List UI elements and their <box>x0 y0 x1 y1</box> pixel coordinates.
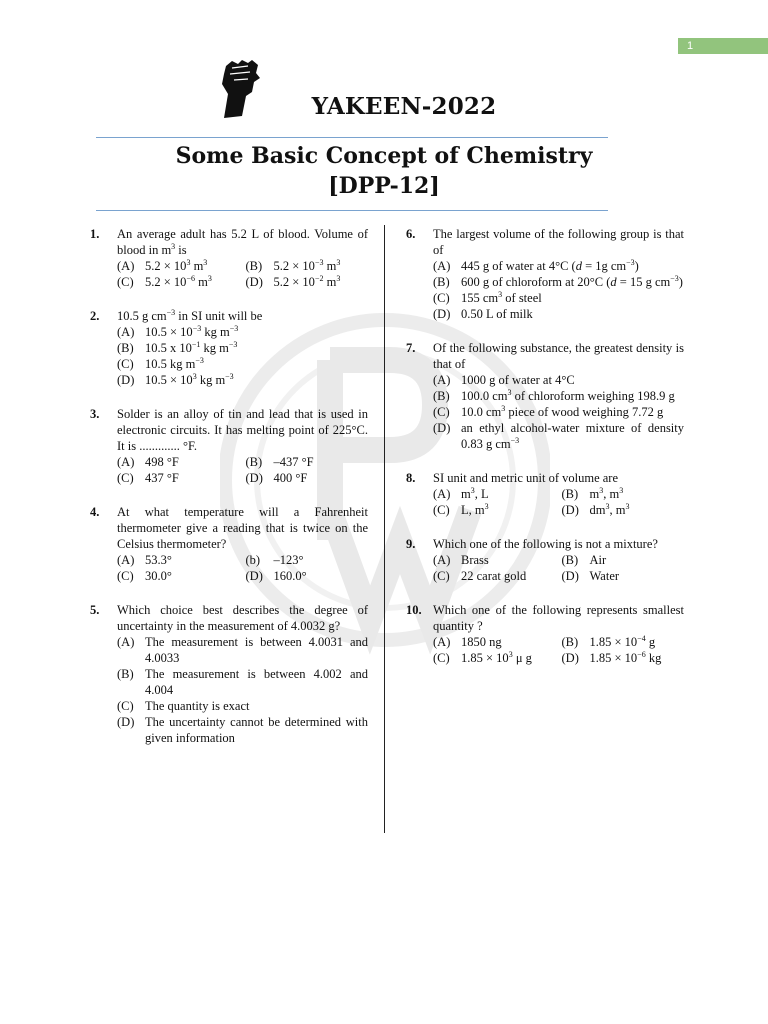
option-a <box>117 258 240 274</box>
option-text: $10.5 \times 10^{-3}$ kg $m^{-3}$ <box>145 324 239 339</box>
question-10 <box>406 602 684 666</box>
option-text: 53.3° <box>145 553 172 567</box>
option-text: 155 $cm^3$ of steel <box>461 290 542 305</box>
option-d <box>562 502 685 518</box>
question-number: 2. <box>90 309 100 323</box>
option-label: (D) <box>561 651 579 665</box>
option-label: (A) <box>117 635 135 649</box>
option-text: $5.2 \times 10^{-2}$ $m^3$ <box>273 274 341 289</box>
question-number: 5. <box>90 603 100 617</box>
option-b <box>117 666 368 698</box>
option-text: $m^3$, L <box>461 486 489 501</box>
option-text: –123° <box>273 553 304 567</box>
question-text: At what temperature will a Fahrenheit thermometer give a reading that is twice on the Celsius thermometer? <box>117 505 368 551</box>
question-3 <box>90 406 368 486</box>
option-d <box>117 714 368 746</box>
options <box>117 324 368 388</box>
question-text: The largest volume of the following group is that of <box>433 227 684 257</box>
title-line-2: [DPP-12] <box>328 173 440 199</box>
option-b <box>246 454 369 470</box>
brand-title: YAKEEN-2022 <box>311 93 497 120</box>
option-a <box>433 552 556 568</box>
option-b <box>562 552 685 568</box>
option-label: (A) <box>433 487 451 501</box>
option-label: (B) <box>117 667 134 681</box>
option-d <box>246 470 369 486</box>
question-1 <box>90 226 368 290</box>
option-label: (B) <box>561 487 579 501</box>
option-label: (C) <box>117 357 134 371</box>
option-label: (A) <box>433 553 451 567</box>
option-text: The measurement is between 4.002 and 4.004 <box>145 667 368 697</box>
option-a <box>433 258 684 274</box>
option-label: (B) <box>433 389 450 403</box>
option-d <box>246 274 369 290</box>
question-7 <box>406 340 684 452</box>
option-c <box>117 568 240 584</box>
option-a <box>433 486 556 502</box>
option-label: (D) <box>245 471 263 485</box>
options <box>433 634 684 666</box>
options <box>433 258 684 322</box>
option-c <box>433 650 556 666</box>
option-text: –437 °F <box>273 455 314 469</box>
question-text: Solder is an alloy of tin and lead that is used in electronic circuits. It has melting point of 225°C. It is ............. °F. <box>117 407 368 453</box>
option-label: (C) <box>117 569 134 583</box>
option-text: an ethyl alcohol-water mixture of density 0.83 g $cm^{-3}$ <box>461 421 684 451</box>
option-d <box>433 420 684 452</box>
title-line-1: Some Basic Concept of Chemistry <box>175 143 593 169</box>
question-number: 4. <box>90 505 100 519</box>
option-b <box>433 274 684 290</box>
option-d <box>562 568 685 584</box>
option-text: Water <box>589 569 620 583</box>
option-label: (B) <box>433 275 450 289</box>
option-label: (B) <box>117 341 134 355</box>
option-a <box>117 634 368 666</box>
option-label: (A) <box>117 259 135 273</box>
option-label: (A) <box>117 455 135 469</box>
option-label: (B) <box>561 635 579 649</box>
option-d <box>562 650 685 666</box>
options <box>117 454 368 486</box>
option-text: 100.0 $cm^3$ of chloroform weighing 198.9 g <box>461 388 675 403</box>
question-text: An average adult has 5.2 L of blood. Volume of blood in $m^3$ is <box>117 227 368 257</box>
option-text: 10.0 $cm^3$ piece of wood weighing 7.72 g <box>461 404 664 419</box>
option-text: $1.85 \times 10^{-4}$ g <box>589 634 656 649</box>
question-number: 1. <box>90 227 100 241</box>
question-2 <box>90 308 368 388</box>
option-c <box>117 356 368 372</box>
option-d <box>433 306 684 322</box>
question-text: SI unit and metric unit of volume are <box>433 471 619 485</box>
column-divider <box>384 225 385 833</box>
options <box>433 552 684 584</box>
option-text: The uncertainty cannot be determined with given information <box>145 715 368 745</box>
option-text: 10.5 kg $m^{-3}$ <box>145 356 204 371</box>
option-c <box>433 290 684 306</box>
question-number: 6. <box>406 227 416 241</box>
option-label: (C) <box>433 291 450 305</box>
question-9 <box>406 536 684 584</box>
option-label: (A) <box>117 553 135 567</box>
option-c <box>117 698 368 714</box>
option-label: (B) <box>245 259 263 273</box>
page-number-tab <box>678 38 768 54</box>
option-a <box>433 372 684 388</box>
option-text: 437 °F <box>145 471 179 485</box>
option-b <box>562 486 685 502</box>
option-label: (A) <box>433 373 451 387</box>
option-label: (D) <box>245 569 263 583</box>
option-text: $dm^3$, $m^3$ <box>589 502 630 517</box>
option-label: (C) <box>117 699 134 713</box>
option-text: $m^3$, $m^3$ <box>589 486 624 501</box>
question-number: 3. <box>90 407 100 421</box>
option-text: 22 carat gold <box>461 569 527 583</box>
options <box>433 486 684 518</box>
question-5 <box>90 602 368 746</box>
option-text: The measurement is between 4.0031 and 4.0033 <box>145 635 368 665</box>
option-text: $5.2 \times 10^3$ $m^3$ <box>145 258 208 273</box>
options <box>117 634 368 746</box>
option-label: (D) <box>245 275 263 289</box>
option-label: (D) <box>433 307 451 321</box>
question-text: 10.5 g $cm^{-3}$ in SI unit will be <box>117 308 263 323</box>
page-number: 1 <box>687 40 694 52</box>
option-label: (C) <box>433 405 450 419</box>
header-rule-top <box>96 137 608 138</box>
option-label: (A) <box>433 259 451 273</box>
option-text: Brass <box>461 553 489 567</box>
options <box>433 372 684 452</box>
option-text: $5.2 \times 10^{-3}$ $m^3$ <box>273 258 341 273</box>
option-label: (A) <box>433 635 451 649</box>
question-text: Which one of the following is not a mixture? <box>433 537 658 551</box>
option-a <box>117 552 240 568</box>
option-label: (D) <box>117 373 135 387</box>
option-a <box>433 634 556 650</box>
option-b <box>433 388 684 404</box>
option-label: (A) <box>117 325 135 339</box>
option-d <box>117 372 368 388</box>
option-d <box>246 568 369 584</box>
right-column <box>406 226 684 684</box>
question-text: Of the following substance, the greatest density is that of <box>433 341 684 371</box>
option-text: L, $m^3$ <box>461 502 489 517</box>
option-b <box>246 258 369 274</box>
option-c <box>117 274 240 290</box>
question-number: 9. <box>406 537 416 551</box>
option-c <box>433 404 684 420</box>
options <box>117 552 368 584</box>
option-label: (C) <box>433 651 450 665</box>
option-label: (D) <box>561 569 579 583</box>
question-number: 8. <box>406 471 416 485</box>
question-4 <box>90 504 368 584</box>
option-b <box>117 340 368 356</box>
header-rule-bottom <box>96 210 608 211</box>
question-number: 10. <box>406 603 422 617</box>
option-label: (D) <box>561 503 579 517</box>
question-8 <box>406 470 684 518</box>
options <box>117 258 368 290</box>
option-label: (D) <box>433 421 451 435</box>
option-text: 498 °F <box>145 455 179 469</box>
option-a <box>117 454 240 470</box>
option-text: 600 g of chloroform at 20°C (d = 15 g $cm^{-3}$) <box>461 274 683 289</box>
option-text: $5.2 \times 10^{-6}$ $m^3$ <box>145 274 212 289</box>
option-text: 0.50 L of milk <box>461 307 533 321</box>
option-label: (B) <box>561 553 579 567</box>
option-label: (C) <box>117 471 134 485</box>
option-label: (B) <box>245 455 263 469</box>
option-label: (C) <box>433 503 450 517</box>
question-number: 7. <box>406 341 416 355</box>
option-text: $10.5 \times 10^3$ kg $m^{-3}$ <box>145 372 234 387</box>
option-a <box>117 324 368 340</box>
option-text: $1.85 \times 10^{-6}$ kg <box>589 650 662 665</box>
option-text: 445 g of water at 4°C (d = 1g $cm^{-3}$) <box>461 258 639 273</box>
option-b <box>562 634 685 650</box>
option-text: 1000 g of water at 4°C <box>461 373 575 387</box>
option-label: (D) <box>117 715 135 729</box>
option-text: 1850 ng <box>461 635 502 649</box>
option-text: 160.0° <box>273 569 307 583</box>
option-c <box>433 502 556 518</box>
question-6 <box>406 226 684 322</box>
option-text: 30.0° <box>145 569 172 583</box>
left-column <box>90 226 368 764</box>
question-text: Which one of the following represents smallest quantity ? <box>433 603 684 633</box>
option-label: (C) <box>117 275 134 289</box>
option-c <box>117 470 240 486</box>
question-text: Which choice best describes the degree of uncertainty in the measurement of 4.0032 g? <box>117 603 368 633</box>
option-text: 400 °F <box>273 471 308 485</box>
option-b <box>246 552 369 568</box>
option-text: The quantity is exact <box>145 699 250 713</box>
option-text: $1.85 \times 10^3$ μ g <box>461 650 532 665</box>
option-text: Air <box>589 553 607 567</box>
option-label: (b) <box>245 553 261 567</box>
option-label: (C) <box>433 569 450 583</box>
option-text: 10.5 x $10^{-1}$ kg $m^{-3}$ <box>145 340 238 355</box>
page-title <box>0 141 768 201</box>
option-c <box>433 568 556 584</box>
